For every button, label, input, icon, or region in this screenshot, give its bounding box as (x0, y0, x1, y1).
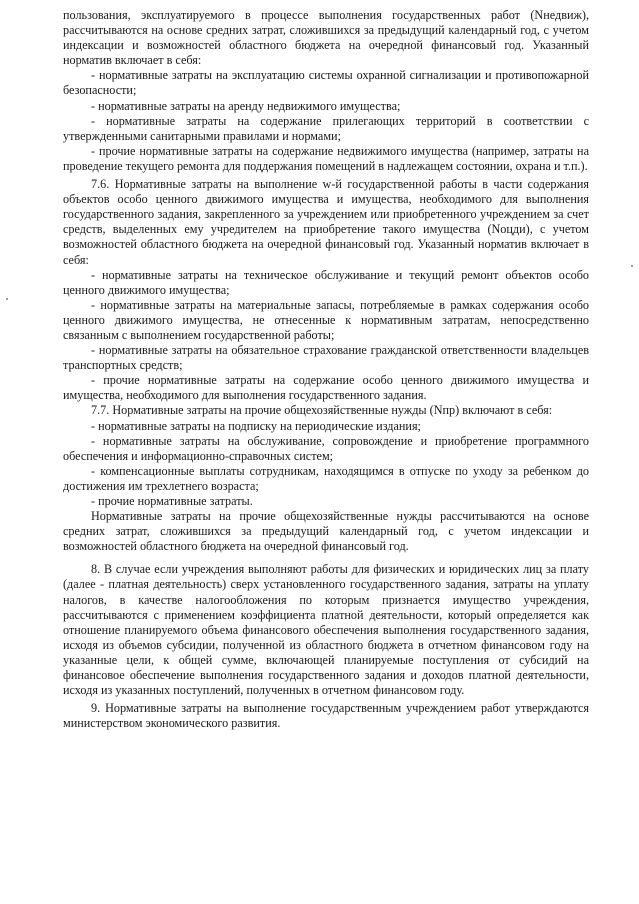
section-9: 9. Нормативные затраты на выполнение государственным учреждением работ утверждаются министерством экономического развития. (63, 701, 589, 731)
paragraph-general-needs: Нормативные затраты на прочие общехозяйственные нужды рассчитываются на основе средних затрат, сложившихся за предыдущий календарный год, с учетом индексации и возможностей областного бюджета на очередной финансовый год. (63, 509, 589, 554)
list-item-insurance: - нормативные затраты на обязательное страхование гражданской ответственности владельцев транспортных средств; (63, 343, 589, 373)
paragraph-continuation: пользования, эксплуатируемого в процессе выполнения государственных работ (Nнедвиж), рассчитываются на основе средних затрат, сложившихся за предыдущий календарный год, с учетом индексации и возможностей областного бюджета на очередной финансовый год. Указанный норматив включает в себя: (63, 8, 589, 68)
list-item-adjacent-territories: - нормативные затраты на содержание прилегающих территорий в соответствии с утвержденными санитарными правилами и нормами; (63, 113, 589, 143)
list-item-software: - нормативные затраты на обслуживание, сопровождение и приобретение программного обеспечения и информационно-справочных систем; (63, 433, 589, 463)
section-7-7: 7.7. Нормативные затраты на прочие общехозяйственные нужды (Nпр) включают в себя: (91, 403, 553, 418)
section-7-6: 7.6. Нормативные затраты на выполнение w-й государственной работы в части содержания объектов особо ценного движимого имущества и имущества, необходимого для выполнения государственного задания, закрепленного за учреждением или приобретенного учреждением за счет средств, выделенных ему учредителем на приобретение такого имущества (Nоцди), с учетом возможностей областного бюджета на очередной финансовый год. Указанный норматив включает в себя: (63, 177, 589, 267)
list-item-other-real-estate: - прочие нормативные затраты на содержание недвижимого имущества (например, затраты на проведение текущего ремонта для поддержания помещений в надлежащем состоянии, охрана и т.п.). (63, 143, 589, 173)
list-item-other-movable: - прочие нормативные затраты на содержание особо ценного движимого имущества и имущества, необходимого для выполнения государственного задания. (63, 373, 589, 403)
list-item-compensation: - компенсационные выплаты сотрудникам, находящимся в отпуске по уходу за ребенком до достижения им трехлетнего возраста; (63, 463, 589, 493)
list-item-material-stocks: - нормативные затраты на материальные запасы, потребляемые в рамках содержания особо ценного движимого имущества, не отнесенные к нормативным затратам, непосредственно связанным с выполнением государственной работы; (63, 297, 589, 342)
list-item-maintenance-repair: - нормативные затраты на техническое обслуживание и текущий ремонт объектов особо ценного движимого имущества; (63, 267, 589, 297)
document-page (63, 8, 589, 731)
list-item-real-estate-rent: - нормативные затраты на аренду недвижимого имущества; (91, 98, 401, 113)
list-item-security-alarm: - нормативные затраты на эксплуатацию системы охранной сигнализации и противопожарной безопасности; (63, 68, 589, 98)
section-8: 8. В случае если учреждения выполняют работы для физических и юридических лиц за плату (далее - платная деятельность) сверх установленного государственного задания, затраты на уплату налогов, в качестве налогообложения по которым признается имущество учреждения, рассчитываются с применением коэффициента платной деятельности, который определяется как отношение планируемого объема финансового обеспечения выполнения государственного задания, исходя из объемов субсидии, полученной из областного бюджета в отчетном финансовом году на указанные цели, к общей сумме, включающей планируемые поступления от субсидий на финансовое обеспечение выполнения государственного задания и доходов платной деятельности, исходя из указанных поступлений, полученных в отчетном финансовом году. (63, 562, 589, 698)
list-item-other-costs: - прочие нормативные затраты. (91, 494, 253, 508)
scan-speck (6, 298, 8, 300)
list-item-subscription: - нормативные затраты на подписку на периодические издания; (91, 418, 421, 433)
scan-speck (631, 265, 633, 267)
